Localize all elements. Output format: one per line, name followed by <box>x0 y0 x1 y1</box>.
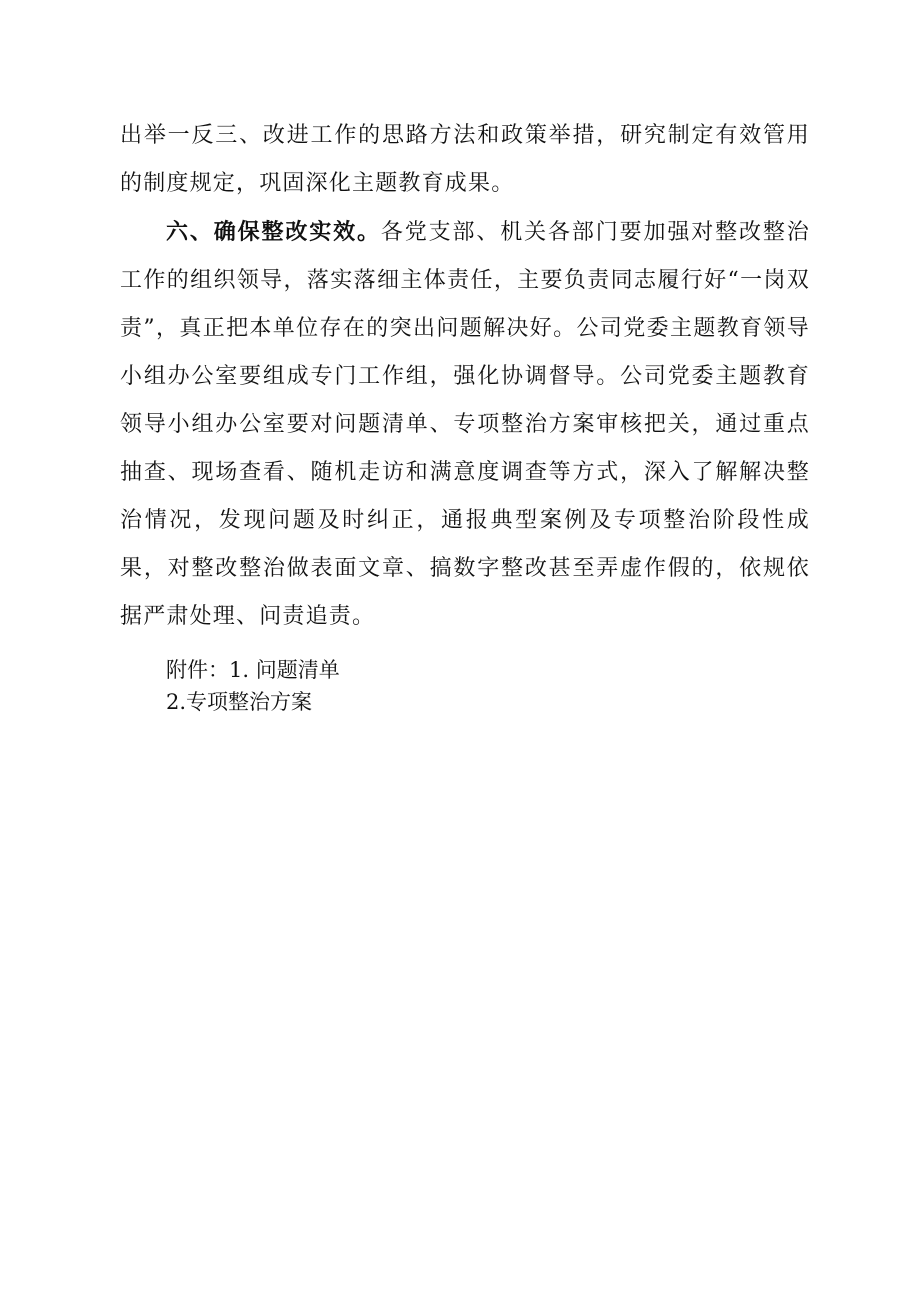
attachment-item-2: 2.专项整治方案 <box>166 690 313 714</box>
section-body: 各党支部、机关各部门要加强对整改整治工作的组织领导，落实落细主体责任，主要负责同志履行好“一岗双责”，真正把本单位存在的突出问题解决好。公司党委主题教育领导小组办公室要组成专门工作组，强化协调督导。公司党委主题教育领导小组办公室要对问题清单、专项整治方案审核把关，通过重点抽查、现场查看、随机走访和满意度调查等方式，深入了解解决整治情况，发现问题及时纠正，通报典型案例及专项整治阶段性成果，对整改整治做表面文章、搞数字整改甚至弄虚作假的，依规依据严肃处理、问责追责。 <box>120 220 810 629</box>
attachments-list <box>166 654 340 718</box>
paragraph-continuation: 出举一反三、改进工作的思路方法和政策举措，研究制定有效管用的制度规定，巩固深化主题教育成果。 <box>120 123 810 196</box>
attachment-item-1: 附件：1. 问题清单 <box>166 658 340 682</box>
document-body <box>120 112 810 641</box>
section-heading: 六、确保整改实效。 <box>166 219 381 245</box>
paragraph-section-six <box>120 208 810 641</box>
